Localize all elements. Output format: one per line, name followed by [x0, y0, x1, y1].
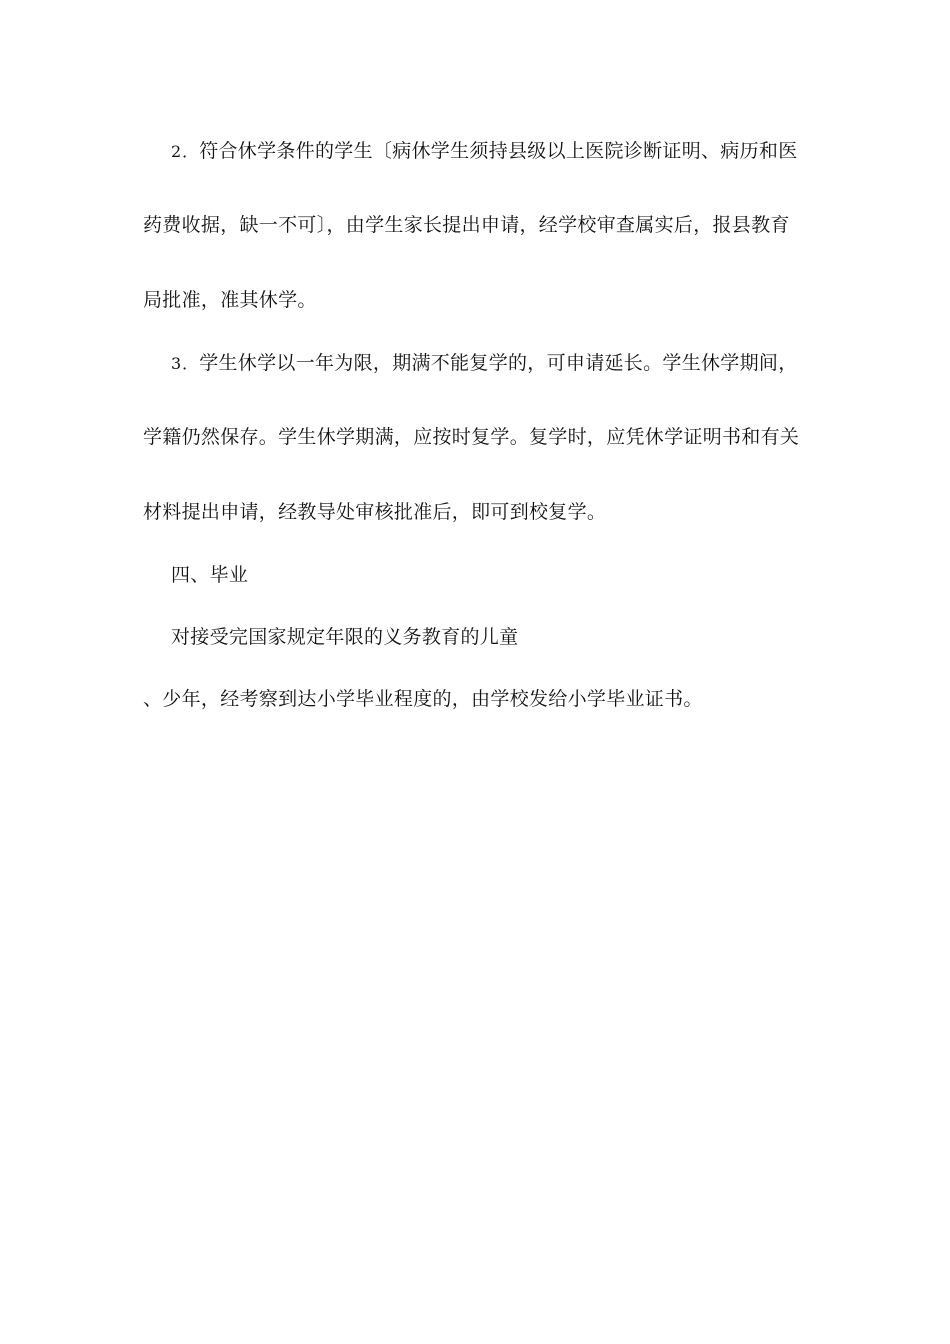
para3-line2: 学籍仍然保存。学生休学期满，应按时复学。复学时，应凭休学证明书和有关 [143, 426, 800, 448]
para2-line2: 药费收据，缺一不可〕，由学生家长提出申请，经学校审查属实后，报县教育 [143, 214, 790, 236]
para3-line3: 材料提出申请，经教导处审核批准后，即可到校复学。 [143, 501, 607, 523]
para3-number: 3． [171, 354, 200, 373]
para3-text-line1: 学生休学以一年为限，期满不能复学的，可申请延长。学生休学期间， [199, 352, 798, 374]
para2-line1 [171, 139, 841, 164]
section-heading-graduation: 四、毕业 [171, 564, 249, 586]
para2-number: 2． [171, 142, 200, 161]
para3-line1 [171, 351, 841, 376]
para2-line3: 局批准，准其休学。 [143, 289, 317, 311]
graduation-line2: 、少年，经考察到达小学毕业程度的，由学校发给小学毕业证书。 [143, 688, 703, 710]
para2-text-line1: 符合休学条件的学生〔病休学生须持县级以上医院诊断证明、病历和医 [199, 140, 798, 162]
graduation-line1: 对接受完国家规定年限的义务教育的儿童 [171, 626, 519, 648]
